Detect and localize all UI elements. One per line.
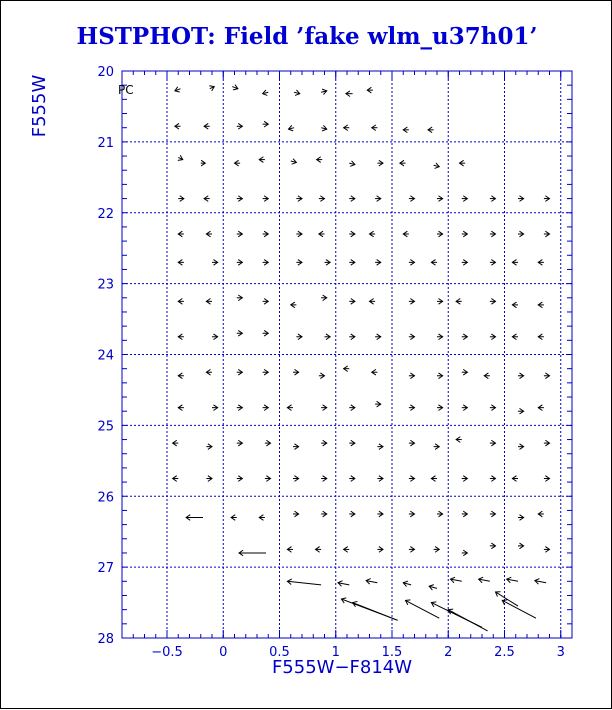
vector-arrow <box>349 299 355 305</box>
vector-arrow <box>451 577 462 583</box>
vector-arrow <box>409 476 415 482</box>
y-tick-label: 23 <box>97 277 114 293</box>
vector-arrow <box>321 89 327 94</box>
y-tick-label: 26 <box>97 490 114 506</box>
vector-arrow <box>293 476 299 482</box>
vector-arrow <box>178 405 184 411</box>
vector-arrow <box>490 440 496 446</box>
vector-arrow <box>178 231 184 237</box>
vector-arrow <box>437 405 443 411</box>
vector-arrow <box>372 125 378 131</box>
vector-arrow <box>296 334 302 340</box>
vector-arrow <box>178 299 184 305</box>
vector-arrow <box>237 369 243 375</box>
vector-arrow <box>206 231 212 237</box>
vector-arrow <box>349 161 355 166</box>
vector-shaft <box>406 600 440 618</box>
vector-arrow <box>538 511 544 517</box>
x-tick-label: 2 <box>444 645 453 660</box>
vector-arrow <box>409 299 415 305</box>
vector-arrow <box>263 299 269 305</box>
vector-arrow <box>212 334 218 340</box>
vector-arrow <box>462 476 468 482</box>
vector-arrow <box>263 90 269 95</box>
vector-arrow <box>437 299 443 305</box>
vector-arrow <box>321 405 327 411</box>
vector-shaft <box>431 603 482 628</box>
vector-arrow <box>538 260 544 266</box>
vector-arrow <box>512 476 518 482</box>
vector-arrow <box>296 231 302 237</box>
vector-arrow <box>535 579 546 585</box>
vector-arrow <box>349 440 355 446</box>
vector-arrow <box>484 373 490 379</box>
vector-arrow <box>175 87 181 92</box>
vector-arrow <box>265 476 271 482</box>
vector-arrow <box>293 369 299 375</box>
vector-arrow <box>490 476 496 482</box>
vector-arrow <box>349 231 355 237</box>
vector-arrow <box>409 511 415 517</box>
vector-arrow <box>544 440 550 446</box>
vector-arrow <box>518 196 524 202</box>
vector-arrow <box>502 600 536 618</box>
vector-arrow <box>212 405 218 411</box>
vector-arrow <box>293 511 299 517</box>
vector-arrow <box>367 87 373 93</box>
y-tick-label: 24 <box>97 348 114 364</box>
vector-arrow <box>429 585 437 590</box>
x-tick-label: 1 <box>331 645 340 660</box>
vector-arrow <box>178 155 183 160</box>
vector-arrow <box>287 547 293 553</box>
vector-arrow <box>409 547 415 553</box>
vector-arrow <box>518 408 524 414</box>
vector-arrow <box>462 231 468 237</box>
vector-arrow <box>462 369 468 375</box>
vector-arrow <box>349 260 355 266</box>
vector-arrow <box>344 125 350 131</box>
vector-arrow <box>201 160 206 166</box>
vector-arrow <box>375 401 381 407</box>
vector-arrow <box>263 405 269 411</box>
vector-arrow <box>237 440 243 446</box>
vector-arrow <box>544 547 550 553</box>
vector-arrow <box>490 299 496 305</box>
vector-shaft <box>496 592 519 606</box>
vector-arrow <box>518 231 524 237</box>
vector-arrow <box>479 577 490 583</box>
vector-arrow <box>319 373 325 379</box>
vector-arrow <box>434 444 440 450</box>
vector-arrow <box>237 123 243 129</box>
vector-arrow <box>173 440 179 446</box>
vector-arrow <box>518 444 524 450</box>
vector-arrow <box>349 511 355 517</box>
vector-arrow <box>237 405 243 411</box>
vector-arrow <box>518 373 524 379</box>
vector-arrow <box>462 334 468 340</box>
vector-arrow <box>321 440 327 446</box>
y-tick-label: 25 <box>97 419 114 435</box>
vector-arrow <box>204 196 210 202</box>
vector-arrow <box>372 369 378 375</box>
vector-arrow <box>428 127 434 133</box>
vector-arrow <box>325 334 331 340</box>
vector-arrow <box>175 123 181 129</box>
vector-arrow <box>263 260 269 266</box>
vector-arrow <box>507 577 518 583</box>
vector-arrow <box>237 330 243 336</box>
vector-shaft <box>353 603 398 621</box>
vector-arrow <box>456 299 462 305</box>
vector-arrow <box>263 330 269 336</box>
x-axis-label: F555W−F814W <box>271 657 413 678</box>
vector-arrow <box>239 550 266 556</box>
vector-arrow <box>490 511 496 517</box>
vector-arrow <box>375 334 381 340</box>
vector-arrow <box>293 444 299 450</box>
vector-arrow <box>462 511 468 517</box>
y-tick-label: 21 <box>97 135 114 151</box>
vector-arrow <box>206 444 212 450</box>
vector-arrow <box>437 373 443 379</box>
vector-arrow <box>321 511 327 517</box>
vector-arrow <box>237 295 243 301</box>
vector-arrow <box>375 196 381 202</box>
vector-arrow <box>490 231 496 237</box>
vector-arrow <box>437 196 443 202</box>
vector-arrow <box>321 476 327 482</box>
vector-arrow <box>490 196 496 202</box>
vector-arrow <box>263 231 269 237</box>
vector-arrow <box>206 369 212 375</box>
vector-arrow <box>462 260 468 266</box>
vector-arrow <box>344 366 350 372</box>
vector-arrow <box>259 515 265 521</box>
vector-arrow <box>349 405 355 411</box>
vector-arrow <box>349 476 355 482</box>
vector-arrow <box>237 260 243 266</box>
vector-arrow <box>538 302 544 308</box>
vector-arrow <box>377 547 383 553</box>
vector-arrow <box>212 260 218 266</box>
vector-arrow <box>349 334 355 340</box>
y-axis-label: F555W <box>29 74 50 138</box>
vector-arrow <box>403 231 409 237</box>
vector-arrow <box>296 196 302 202</box>
vector-arrow <box>377 511 383 517</box>
vector-arrow <box>287 579 321 585</box>
vector-arrow <box>178 373 184 379</box>
vector-arrow <box>437 511 443 517</box>
x-tick-label: 2.5 <box>494 645 515 660</box>
vector-arrow <box>319 196 325 202</box>
vector-arrow <box>206 476 212 482</box>
vector-arrow <box>344 547 350 553</box>
vector-arrow <box>178 334 184 340</box>
vector-arrow <box>377 476 383 482</box>
vector-arrow <box>462 405 468 411</box>
vector-arrow <box>496 592 519 606</box>
vector-arrow <box>518 515 524 521</box>
vector-arrow <box>512 260 518 266</box>
x-tick-label: 0 <box>219 645 228 660</box>
vector-arrow <box>263 121 269 127</box>
vector-arrow <box>263 196 269 202</box>
vector-arrow <box>366 579 377 585</box>
vector-arrow <box>409 196 415 202</box>
vector-arrow <box>409 405 415 411</box>
vector-arrow <box>434 547 440 553</box>
vector-arrow <box>538 405 544 411</box>
vector-arrow <box>409 373 415 379</box>
vector-arrow <box>462 550 468 556</box>
vector-arrow <box>235 160 241 166</box>
vector-arrow <box>456 437 462 443</box>
vector-arrow <box>490 543 496 549</box>
vector-arrow <box>338 581 349 587</box>
vector-arrow <box>291 159 297 164</box>
vector-arrow <box>321 295 327 301</box>
vector-arrow <box>431 476 437 482</box>
vector-arrow <box>377 444 383 450</box>
vector-arrow <box>204 123 210 129</box>
vector-arrow <box>544 196 550 202</box>
vector-arrow <box>403 581 411 586</box>
vector-arrow <box>434 163 440 168</box>
vector-arrow <box>460 160 466 166</box>
vector-arrow <box>353 601 398 620</box>
vector-arrow <box>287 405 293 411</box>
vector-arrow <box>431 602 482 628</box>
vector-arrow <box>237 196 243 202</box>
vector-arrow <box>544 476 550 482</box>
vector-arrow <box>512 334 518 340</box>
vector-arrow <box>431 260 437 266</box>
vector-arrow <box>512 302 518 308</box>
vector-arrow <box>490 405 496 411</box>
vector-arrow <box>544 373 550 379</box>
vector-arrow <box>325 260 331 266</box>
vector-arrow <box>289 125 295 130</box>
vector-arrow <box>462 196 468 202</box>
pc-label: PC <box>118 83 134 97</box>
vector-arrow <box>409 334 415 340</box>
vector-arrow <box>490 334 496 340</box>
vector-arrow <box>319 231 325 237</box>
vector-arrow <box>173 476 179 482</box>
vector-arrow <box>237 476 243 482</box>
vector-arrow <box>377 160 383 166</box>
vector-arrow <box>232 85 238 90</box>
x-tick-label: 1.5 <box>381 645 403 660</box>
vector-arrow <box>437 334 443 340</box>
vector-arrow <box>544 231 550 237</box>
vector-arrow <box>321 125 327 130</box>
vector-arrow <box>403 127 409 133</box>
vector-arrow <box>409 440 415 446</box>
vector-arrow <box>291 302 297 308</box>
vector-arrow <box>370 299 376 305</box>
vector-arrow <box>237 231 243 237</box>
chart-title: HSTPHOT: Field ’fake wlm_u37h01’ <box>76 23 538 50</box>
vector-arrow <box>178 196 184 202</box>
vector-arrow <box>178 260 184 266</box>
vector-shaft <box>502 600 536 618</box>
x-tick-label: −0.5 <box>151 645 183 660</box>
x-tick-label: 3 <box>556 645 565 660</box>
vector-arrow <box>231 515 237 521</box>
vector-arrow <box>186 515 203 521</box>
vector-arrow <box>259 157 265 163</box>
vector-arrow <box>263 369 269 375</box>
y-tick-label: 22 <box>97 206 114 222</box>
vector-arrow <box>518 543 524 549</box>
vector-arrow <box>294 90 300 95</box>
vector-arrow <box>316 547 322 553</box>
vector-markers <box>173 85 550 631</box>
y-tick-label: 27 <box>97 561 114 577</box>
vector-arrow <box>206 299 212 305</box>
y-tick-labels <box>97 65 114 647</box>
vector-arrow <box>409 260 415 266</box>
vector-arrow <box>317 157 323 163</box>
vector-arrow <box>375 260 381 266</box>
vector-arrow <box>370 231 376 237</box>
vector-arrow <box>265 440 271 446</box>
vector-shaft <box>287 581 321 585</box>
y-tick-label: 20 <box>97 65 114 80</box>
vector-arrow <box>538 334 544 340</box>
x-tick-label: 0.5 <box>269 645 290 660</box>
vector-arrow <box>490 260 496 266</box>
vector-arrow <box>437 231 443 237</box>
vector-chart <box>1 1 612 710</box>
vector-arrow <box>400 160 406 166</box>
vector-arrow <box>349 196 355 202</box>
vector-arrow <box>209 86 214 91</box>
vector-arrow <box>346 91 353 97</box>
vector-arrow <box>296 260 302 266</box>
grid-lines <box>122 71 572 638</box>
y-tick-label: 28 <box>97 632 114 647</box>
